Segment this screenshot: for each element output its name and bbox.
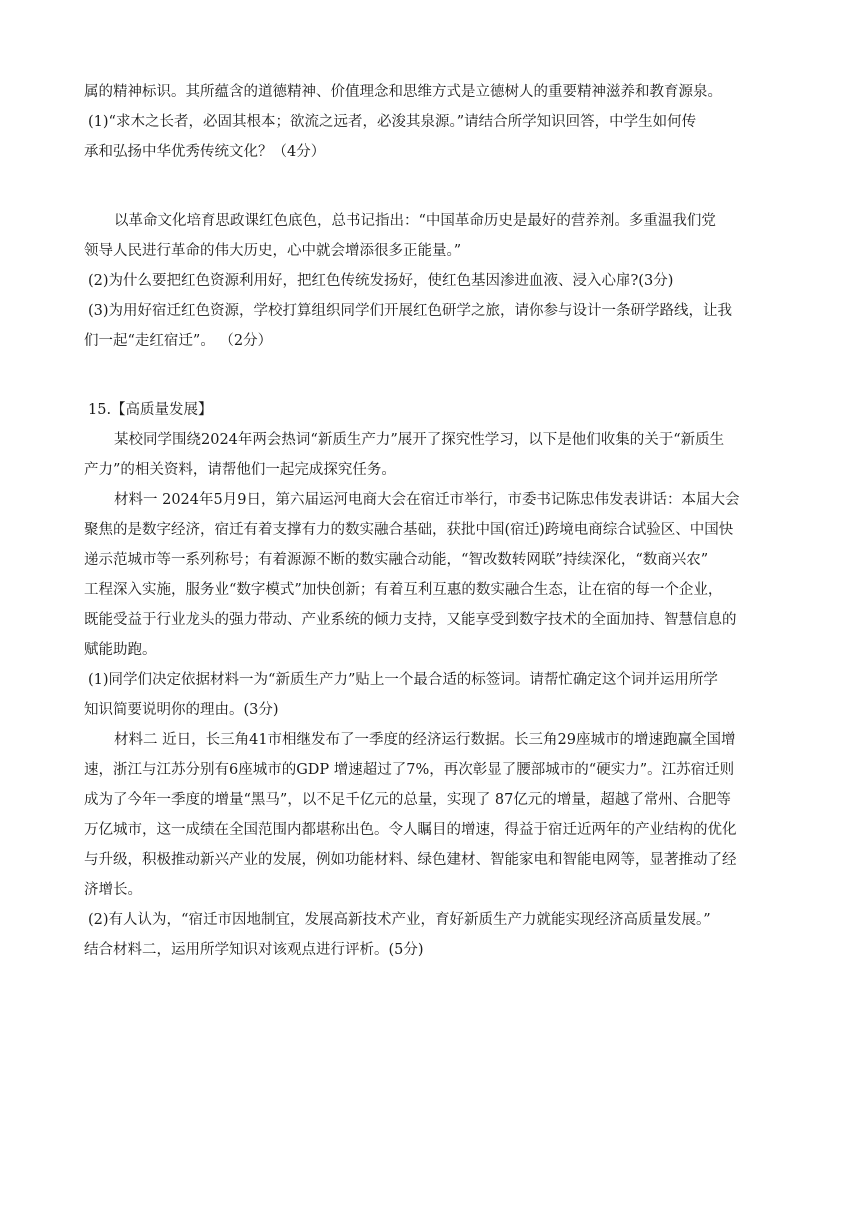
paragraph-line: 以革命文化培育思政课红色底色，总书记指出：“中国革命历史是最好的营养剂。多重温我们党 [114,213,716,229]
material-2-line: 成为了今年一季度的增量“黑马”，以不足千亿元的总量，实现了 87亿元的增量，超越了常州、合肥等 [84,792,731,808]
material-2-line: 速，浙江与江苏分别有6座城市的GDP 增速超过了7%，再次彰显了腰部城市的“硬实力”。江苏宿迁则 [84,762,735,778]
question-1-line: (1)“求木之长者，必固其根本；欲流之远者，必浚其泉源。”请结合所学知识回答，中学生如何传 [88,114,697,130]
question-3-line: (3)为用好宿迁红色资源，学校打算组织同学们开展红色研学之旅，请你参与设计一条研学路线，让我 [88,303,733,319]
question-line: (2)有人认为，“宿迁市因地制宜，发展高新技术产业，育好新质生产力就能实现经济高质量发展。” [88,912,711,928]
material-1-line: 材料一 2024年5月9日，第六届运河电商大会在宿迁市举行，市委书记陈忠伟发表讲话：本届大会 [114,492,740,508]
question-line: (1)同学们决定依据材料一为“新质生产力”贴上一个最合适的标签词。请帮忙确定这个词并运用所学 [88,672,718,688]
material-1-line: 赋能助跑。 [84,642,157,658]
material-1-line: 聚焦的是数字经济，宿迁有着支撑有力的数实融合基础，获批中国(宿迁)跨境电商综合试验区、中国快 [84,522,734,538]
question-line: 结合材料二，运用所学知识对该观点进行评析。(5分) [84,942,424,958]
material-2-line: 材料二 近日，长三角41市相继发布了一季度的经济运行数据。长三角29座城市的增速跑赢全国增 [114,732,736,748]
material-1-line: 既能受益于行业龙头的强力带动、产业系统的倾力支持，又能享受到数字技术的全面加持、智慧信息的 [84,612,737,628]
paragraph-line: 某校同学围绕2024年两会热词“新质生产力”展开了探究性学习，以下是他们收集的关于“新质生 [114,432,725,448]
material-2-line: 济增长。 [84,882,142,898]
question-2-line: (2)为什么要把红色资源利用好，把红色传统发扬好，使红色基因渗进血液、浸入心扉?(3分) [88,273,674,289]
paragraph-line: 领导人民进行革命的伟大历史，心中就会增添很多正能量。” [84,243,462,259]
question-3-line: 们一起“走红宿迁”。 （2分） [84,333,273,349]
text-line: 属的精神标识。其所蕴含的道德精神、价值理念和思维方式是立德树人的重要精神滋养和教育源泉。 [84,84,722,100]
paragraph-line: 产力”的相关资料，请帮他们一起完成探究任务。 [84,462,396,478]
section-heading: 15.【高质量发展】 [88,402,213,418]
material-1-line: 工程深入实施，服务业“数字模式”加快创新；有着互利互惠的数实融合生态，让在宿的每一个企业， [84,582,723,598]
material-2-line: 与升级，积极推动新兴产业的发展，例如功能材料、绿色建材、智能家电和智能电网等，显著推动了经 [84,852,737,868]
material-1-line: 递示范城市等一系列称号；有着源源不断的数实融合动能，“智改数转网联”持续深化，“数商兴农” [84,552,709,568]
question-line: 知识简要说明你的理由。(3分) [84,702,279,718]
question-1-line: 承和弘扬中华优秀传统文化？（4分） [84,144,326,160]
material-2-line: 万亿城市，这一成绩在全国范围内都堪称出色。令人瞩目的增速，得益于宿迁近两年的产业结构的优化 [84,822,737,838]
